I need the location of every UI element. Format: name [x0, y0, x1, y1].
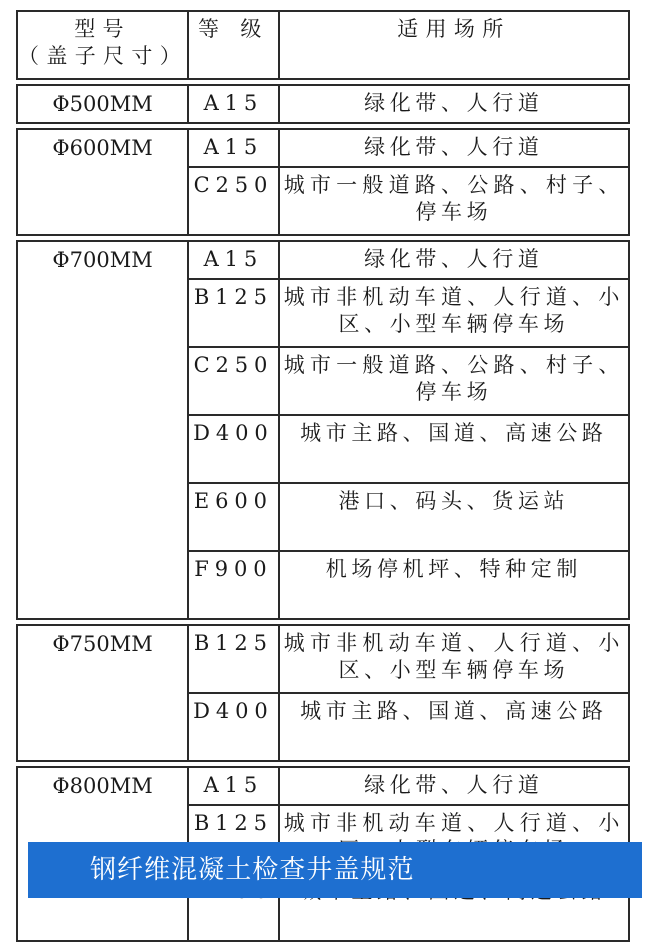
header-grade: 等 级 — [188, 11, 279, 79]
grade-cell: F900 — [188, 551, 279, 619]
use-cell: 城市一般道路、公路、村子、停车场 — [279, 167, 629, 235]
grade-cell: A15 — [188, 767, 279, 805]
model-cell: Φ600MM — [17, 129, 188, 235]
grade-cell: B125 — [188, 279, 279, 347]
use-cell: 港口、码头、货运站 — [279, 483, 629, 551]
grade-cell: B125 — [188, 625, 279, 693]
table-row — [17, 85, 629, 123]
header-use: 适用场所 — [279, 11, 629, 79]
use-cell: 城市非机动车道、人行道、小区、小型车辆停车场 — [279, 279, 629, 347]
table-row — [17, 767, 629, 805]
banner-title: 钢纤维混凝土检查井盖规范 — [28, 842, 642, 898]
grade-cell: D400 — [188, 415, 279, 483]
model-cell: Φ800MM — [17, 767, 188, 941]
grade-cell: E600 — [188, 483, 279, 551]
use-cell: 绿化带、人行道 — [279, 767, 629, 805]
grade-cell: C250 — [188, 167, 279, 235]
model-cell: Φ750MM — [17, 625, 188, 761]
use-cell: 城市主路、国道、高速公路 — [279, 693, 629, 761]
grade-cell: A15 — [188, 241, 279, 279]
model-cell: Φ700MM — [17, 241, 188, 619]
header-model: 型号 （盖子尺寸） — [17, 11, 188, 79]
table-header — [17, 11, 629, 79]
use-cell: 绿化带、人行道 — [279, 85, 629, 123]
use-cell: 城市主路、国道、高速公路 — [279, 415, 629, 483]
grade-cell: B125 — [188, 805, 279, 873]
grade-cell: A15 — [188, 129, 279, 167]
use-cell: 城市非机动车道、人行道、小区、小型车辆停车场 — [279, 625, 629, 693]
grade-cell: D400 — [188, 693, 279, 761]
use-cell: 机场停机坪、特种定制 — [279, 551, 629, 619]
use-cell: 绿化带、人行道 — [279, 129, 629, 167]
table-row — [17, 129, 629, 167]
table-body — [17, 79, 629, 941]
use-cell: 绿化带、人行道 — [279, 241, 629, 279]
table-row — [17, 625, 629, 693]
spec-table — [16, 10, 630, 942]
use-cell: 城市非机动车道、人行道、小 — [279, 805, 629, 873]
model-cell: Φ500MM — [17, 85, 188, 123]
grade-cell: A15 — [188, 85, 279, 123]
table-row — [17, 241, 629, 279]
use-cell: 城市一般道路、公路、村子、停车场 — [279, 347, 629, 415]
grade-cell: C250 — [188, 347, 279, 415]
